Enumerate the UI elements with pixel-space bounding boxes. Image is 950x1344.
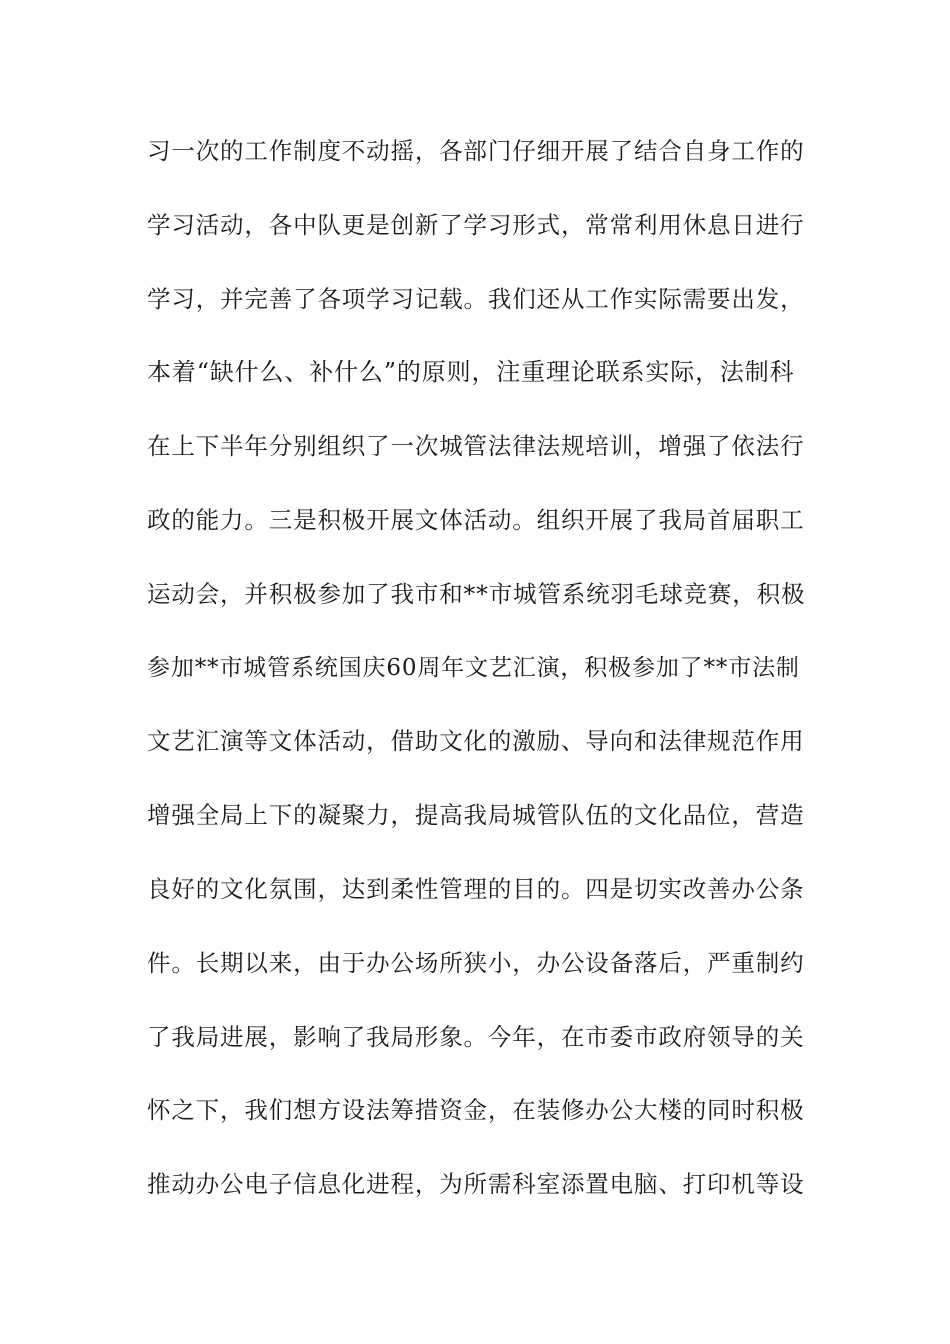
text-line: 良好的文化氛围，达到柔性管理的目的。四是切实改善办公条 — [147, 874, 805, 903]
text-line: 怀之下，我们想方设法筹措资金，在装修办公大楼的同时积极 — [147, 1096, 805, 1125]
text-line: 政的能力。三是积极开展文体活动。组织开展了我局首届职工 — [147, 505, 805, 534]
text-line: 在上下半年分别组织了一次城管法律法规培训，增强了依法行 — [147, 432, 805, 461]
text-line: 了我局进展，影响了我局形象。今年，在市委市政府领导的关 — [147, 1022, 805, 1051]
text-line: 学习，并完善了各项学习记载。我们还从工作实际需要出发， — [147, 284, 805, 313]
text-line: 学习活动，各中队更是创新了学习形式，常常利用休息日进行 — [147, 210, 805, 239]
text-line: 推动办公电子信息化进程，为所需科室添置电脑、打印机等设 — [147, 1170, 805, 1199]
text-line: 文艺汇演等文体活动，借助文化的激励、导向和法律规范作用 — [147, 727, 805, 756]
text-line: 本着“缺什么、补什么”的原则，注重理论联系实际，法制科 — [147, 358, 795, 387]
text-line: 习一次的工作制度不动摇，各部门仔细开展了结合自身工作的 — [147, 137, 805, 165]
text-line: 增强全局上下的凝聚力，提高我局城管队伍的文化品位，营造 — [147, 801, 805, 830]
text-line: 参加**市城管系统国庆60周年文艺汇演，积极参加了**市法制 — [147, 654, 800, 681]
text-line: 件。长期以来，由于办公场所狭小，办公设备落后，严重制约 — [147, 948, 805, 977]
text-line: 运动会，并积极参加了我市和**市城管系统羽毛球竞赛，积极 — [147, 579, 806, 608]
body-text — [147, 131, 807, 1238]
